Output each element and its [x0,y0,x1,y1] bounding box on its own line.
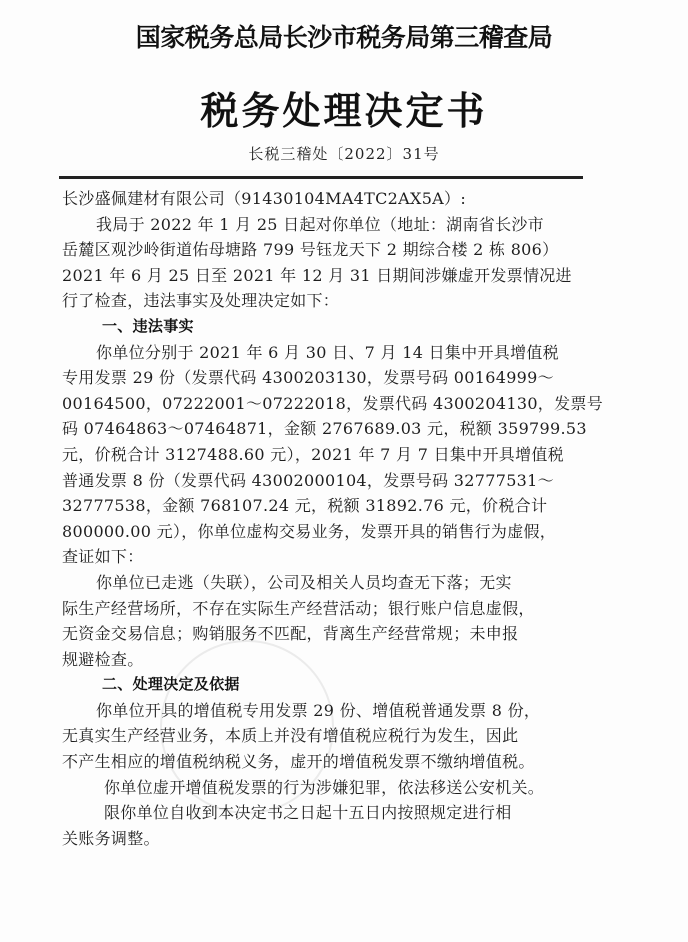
body-line: 你单位分别于 2021 年 6 月 30 日、7 月 14 日集中开具增值税 [96,342,559,362]
body-line: 元，价税合计 3127488.60 元），2021 年 7 月 7 日集中开具增值税 [62,444,564,464]
body-line: 你单位开具的增值税专用发票 29 份、增值税普通发票 8 份， [96,700,541,720]
body-line: 你单位已走逃（失联），公司及相关人员均查无下落；无实 [96,572,512,592]
body-line: 限你单位自收到本决定书之日起十五日内按照规定进行相 [104,803,512,823]
body-line: 专用发票 29 份（发票代码 4300203130，发票号码 00164999～ [62,368,554,388]
document-title: 税务处理决定书 [200,88,488,133]
section-heading: 一、违法事实 [102,316,194,335]
body-line: 长沙盛佩建材有限公司（91430104MA4TC2AX5A）: [62,189,467,208]
body-line: 我局于 2022 年 1 月 25 日起对你单位（地址：湖南省长沙市 [96,214,544,234]
body-line: 2021 年 6 月 25 日至 2021 年 12 月 31 日期间涉嫌虚开发票情况进 [62,265,572,285]
document-number: 长税三稽处〔2022〕31号 [248,145,440,163]
body-line: 查证如下： [62,547,144,567]
body-line: 00164500，07222001～07222018，发票代码 4300204130，发票号 [62,393,603,413]
body-line: 800000.00 元），你单位虚构交易业务，发票开具的销售行为虚假， [62,521,557,541]
section-heading: 二、处理决定及依据 [102,675,240,694]
body-line: 岳麓区观沙岭街道佑母塘路 799 号钰龙天下 2 期综合楼 2 栋 806） [62,240,559,260]
body-line: 码 07464863～07464871，金额 2767689.03 元，税额 359799.53 [62,419,587,439]
body-line: 无真实生产经营业务，本质上并没有增值税应税行为发生，因此 [62,726,519,746]
header-divider [59,176,583,179]
body-line: 际生产经营场所，不存在实际生产经营活动；银行账户信息虚假， [62,598,535,618]
body-line: 32777538，金额 768107.24 元，税额 31892.76 元，价税合计 [62,496,548,516]
document-body [62,186,603,851]
body-line: 关账务调整。 [62,828,160,848]
body-line: 你单位虚开增值税发票的行为涉嫌犯罪，依法移送公安机关。 [104,777,545,797]
body-line: 行了检查，违法事实及处理决定如下： [62,291,340,311]
body-line: 不产生相应的增值税纳税义务，虚开的增值税发票不缴纳增值税。 [62,752,535,772]
body-line: 普通发票 8 份（发票代码 43002000104，发票号码 32777531～ [62,470,554,490]
issuing-agency: 国家税务总局长沙市税务局第三稽查局 [135,23,553,52]
body-line: 无资金交易信息；购销服务不匹配，背离生产经营常规；未申报 [62,624,519,644]
body-line: 规避检查。 [62,649,144,669]
